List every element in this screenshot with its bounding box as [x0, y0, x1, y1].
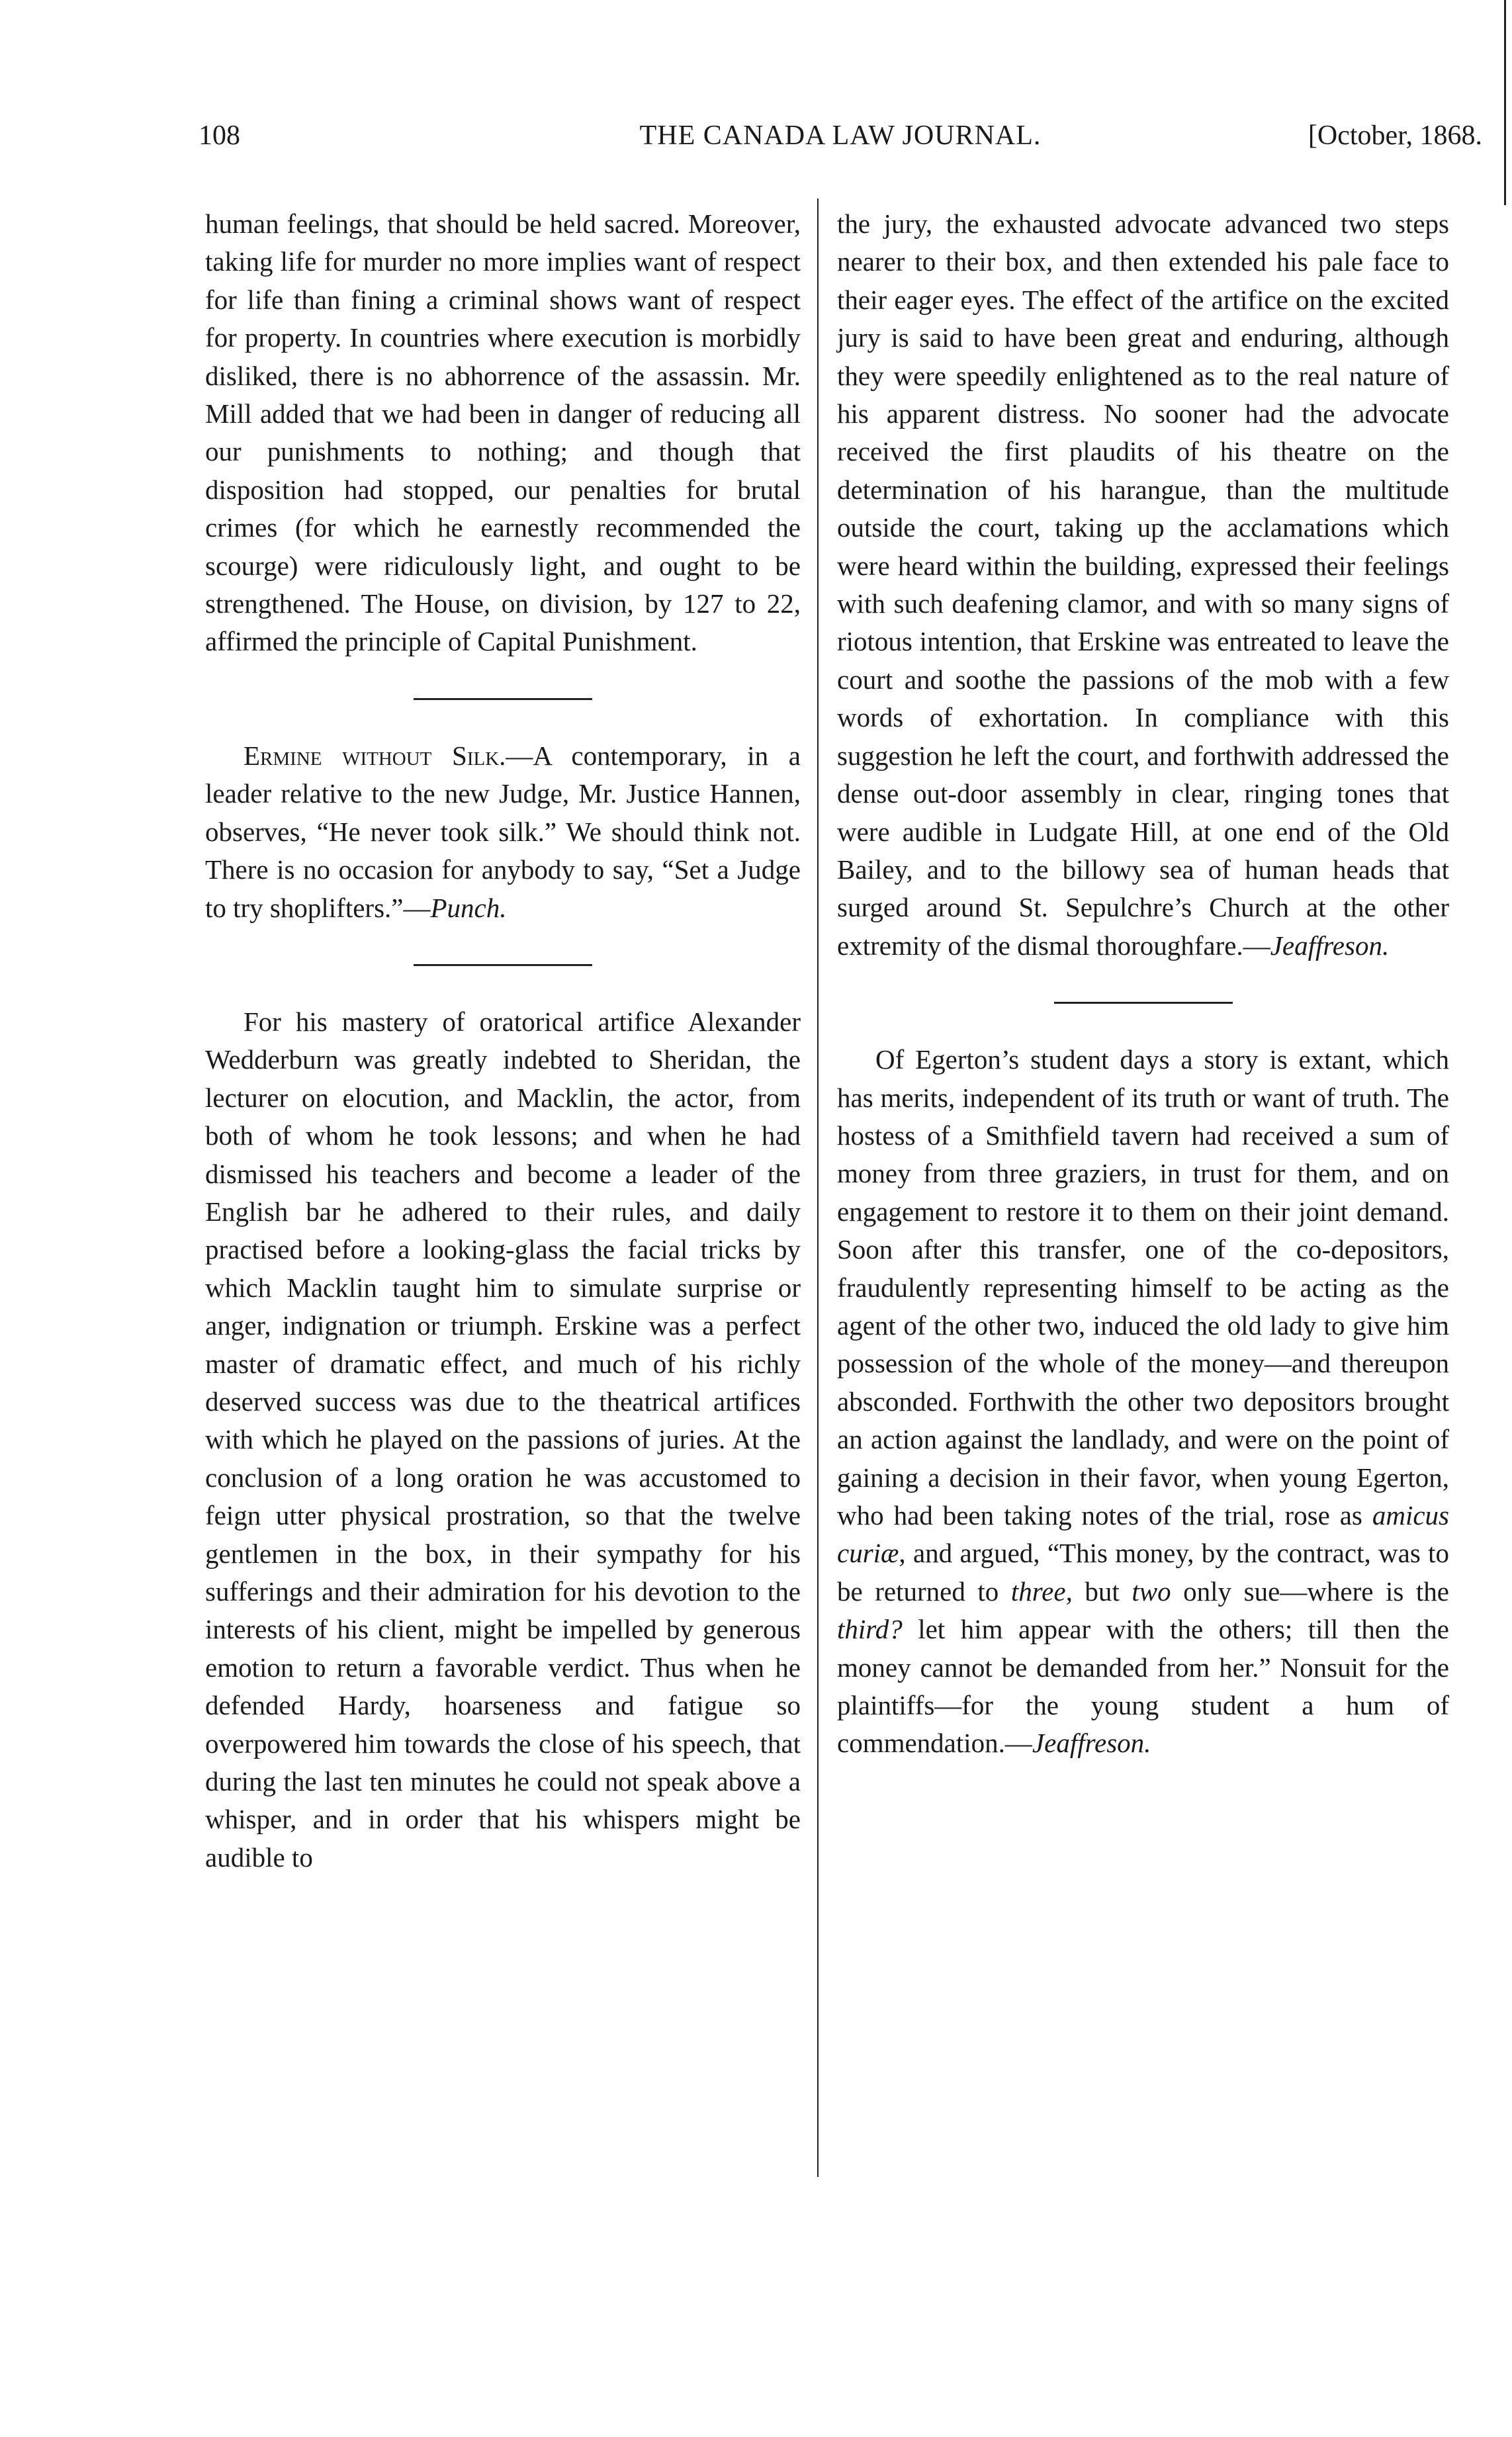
journal-title: THE CANADA LAW JOURNAL. — [639, 120, 1042, 151]
egerton-text-5: let him appear with the others; till then the money cannot be demanded from her.” Nonsuit for the plaintiffs—for the young student a hum of commendation.— — [837, 1614, 1449, 1759]
ermine-body: —A contemporary, in a leader relative to the new Judge, Mr. Justice Hannen, observes, “He never took silk.” We should think not. There is no occasion for anybody to say, “Set a Judge to try shoplifters.”— — [205, 740, 801, 923]
section-separator — [1054, 1002, 1233, 1004]
left-column — [205, 205, 801, 1877]
section-separator — [414, 698, 592, 700]
egerton-text-1: Of Egerton’s student days a story is extant, which has merits, independent of its truth or want of truth. The hostess of a Smithfield tavern had received a sum of money from three graziers, in trust for them, and on engagement to restore it to them on their joint demand. Soon after this transfer, one of the co-depositors, fraudulently representing himself to be acting as the agent of the other two, induced the old lady to give him possession of the whole of the money—and thereupon absconded. Forthwith the other two depositors brought an action against the landlady, and were on the point of gaining a decision in their favor, when young Egerton, who had been taking notes of the trial, rose as — [837, 1044, 1449, 1530]
page-number: 108 — [199, 120, 240, 151]
erskine-source: Jeaffreson. — [1270, 930, 1390, 961]
erskine-continuation-paragraph — [837, 205, 1449, 965]
page-edge-rule — [1504, 0, 1506, 205]
egerton-text-4: only sue—where is the — [1171, 1575, 1449, 1607]
issue-date: [October, 1868. — [1308, 120, 1482, 151]
egerton-source: Jeaffreson. — [1032, 1728, 1151, 1759]
egerton-two: two — [1132, 1575, 1171, 1607]
egerton-text-3: but — [1072, 1575, 1132, 1607]
egerton-third: third? — [837, 1614, 903, 1645]
ermine-without-silk-paragraph — [205, 737, 801, 927]
erskine-body: the jury, the exhausted advocate advanced two steps nearer to their box, and then extended his pale face to their eager eyes. The effect of the artifice on the excited jury is said to have been great and enduring, although they were speedily enlightened as to the real nature of his apparent distress. No sooner had the advocate received the first plaudits of his theatre on the determination of his harangue, than the multitude outside the court, taking up the acclamations which were heard within the building, expressed their feelings with such deafening clamor, and with so many signs of riotous intention, that Erskine was entreated to leave the court and soothe the passions of the mob with a few words of exhortation. In compliance with this suggestion he left the court, and forthwith addressed the dense out-door assembly in clear, ringing tones that were audible in Ludgate Hill, at one end of the Old Bailey, and to the billowy sea of human heads that surged around St. Sepulchre’s Church at the other extremity of the dismal thoroughfare.— — [837, 208, 1449, 961]
egerton-amicus: amicus curiæ — [837, 1500, 1449, 1569]
ermine-source: Punch. — [430, 892, 507, 923]
right-column — [837, 205, 1449, 1763]
egerton-paragraph — [837, 1041, 1449, 1763]
column-rule — [817, 199, 819, 2177]
egerton-text-2: , and argued, “This money, by the contract, was to be returned to — [837, 1538, 1449, 1607]
egerton-three: three, — [1010, 1575, 1073, 1607]
ermine-heading: Ermine without Silk. — [244, 740, 506, 771]
running-header — [199, 112, 1482, 159]
capital-punishment-paragraph: human feelings, that should be held sacred. Moreover, taking life for murder no more implies want of respect for life than fining a criminal shows want of respect for property. In countries where execution is morbidly disliked, there is no abhorrence of the assassin. Mr. Mill added that we had been in danger of reducing all our punishments to nothing; and though that disposition had stopped, our penalties for brutal crimes (for which he earnestly recommended the scourge) were ridiculously light, and ought to be strengthened. The House, on division, by 127 to 22, affirmed the principle of Capital Punishment. — [205, 208, 801, 657]
oratorical-artifice-paragraph: For his mastery of oratorical artifice Alexander Wedderburn was greatly indebted to Sheridan, the lecturer on elocution, and Macklin, the actor, from both of whom he took lessons; and when he had dismissed his teachers and become a leader of the English bar he adhered to their rules, and daily practised before a looking-glass the facial tricks by which Macklin taught him to simulate surprise or anger, indignation or triumph. Erskine was a perfect master of dramatic effect, and much of his richly deserved success was due to the theatrical artifices with which he played on the passions of juries. At the conclusion of a long oration he was accustomed to feign utter physical prostration, so that the twelve gentlemen in the box, in their sympathy for his sufferings and their admiration for his devotion to the interests of his client, might be impelled by generous emotion to return a favorable verdict. Thus when he defended Hardy, hoarseness and fatigue so overpowered him towards the close of his speech, that during the last ten minutes he could not speak above a whisper, and in order that his whispers might be audible to — [205, 1006, 801, 1873]
section-separator — [414, 964, 592, 966]
